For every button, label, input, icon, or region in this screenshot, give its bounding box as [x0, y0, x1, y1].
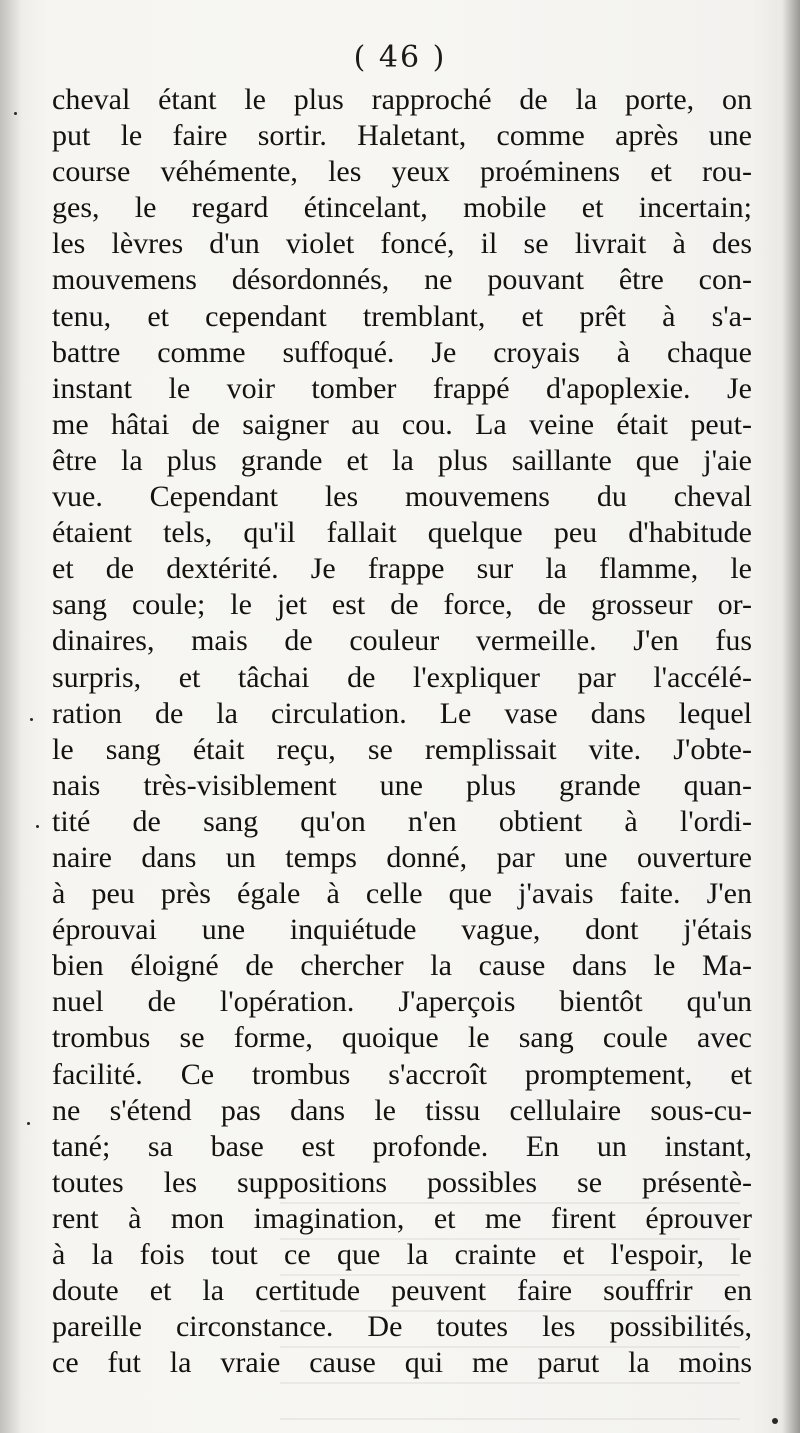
text-line: les lèvres d'un violet foncé, il se livrait à des [52, 227, 752, 261]
text-line: dinaires, mais de couleur vermeille. J'en fus [52, 624, 752, 658]
text-line: tenu, et cependant tremblant, et prêt à s'a- [52, 299, 752, 333]
text-line: ce fut la vraie cause qui me parut la moins [52, 1346, 752, 1380]
text-line: bien éloigné de chercher la cause dans le Ma- [52, 949, 752, 983]
text-line: à peu près égale à celle que j'avais faite. J'en [52, 877, 752, 911]
text-line: être la plus grande et la plus saillante que j'aie [52, 443, 752, 477]
ink-speck [36, 825, 39, 828]
text-line: nuel de l'opération. J'aperçois bientôt qu'un [52, 985, 752, 1019]
text-line: trombus se forme, quoique le sang coule avec [52, 1021, 752, 1055]
text-line: étaient tels, qu'il fallait quelque peu d'habitude [52, 516, 752, 550]
text-line: et de dextérité. Je frappe sur la flamme, le [52, 552, 752, 586]
text-line: instant le voir tomber frappé d'apoplexie. Je [52, 371, 752, 405]
text-line: éprouvai une inquiétude vague, dont j'étais [52, 913, 752, 947]
ink-speck [30, 718, 33, 721]
ink-speck [14, 112, 17, 115]
text-line: nais très-visiblement une plus grande quan- [52, 768, 752, 802]
text-line: ges, le regard étincelant, mobile et incertain; [52, 191, 752, 225]
text-line: doute et la certitude peuvent faire souffrir en [52, 1274, 752, 1308]
ink-speck [27, 1122, 30, 1125]
text-line: naire dans un temps donné, par une ouverture [52, 840, 752, 874]
text-line: tité de sang qu'on n'en obtient à l'ordi- [52, 804, 752, 838]
text-line: cheval étant le plus rapproché de la porte, on [52, 83, 752, 116]
text-line: put le faire sortir. Haletant, comme après une [52, 119, 752, 153]
text-line: mouvemens désordonnés, ne pouvant être con- [52, 263, 752, 297]
body-text [52, 82, 752, 1381]
text-line: à la fois tout ce que la crainte et l'espoir, le [52, 1238, 752, 1271]
page-right-shadow [782, 0, 800, 1433]
text-line: course véhémente, les yeux proéminens et rou- [52, 155, 752, 189]
text-line: sang coule; le jet est de force, de grosseur or- [52, 588, 752, 622]
text-line: le sang était reçu, se remplissait vite. J'obte- [52, 732, 752, 766]
page-left-shadow [0, 0, 22, 1433]
text-line: toutes les suppositions possibles se présentè- [52, 1165, 752, 1199]
text-line: surpris, et tâchai de l'expliquer par l'accélé- [52, 660, 752, 694]
text-line: battre comme suffoqué. Je croyais à chaque [52, 335, 752, 369]
text-line: vue. Cependant les mouvemens du cheval [52, 480, 752, 514]
text-line: ration de la circulation. Le vase dans lequel [52, 696, 752, 730]
text-line: rent à mon imagination, et me firent éprouver [52, 1201, 752, 1235]
text-line: tané; sa base est profonde. En un instant, [52, 1129, 752, 1163]
text-line: facilité. Ce trombus s'accroît promptement, et [52, 1057, 752, 1091]
ink-speck [772, 1418, 778, 1424]
page-number: ( 46 ) [353, 40, 447, 75]
text-line: me hâtai de saigner au cou. La veine était peut- [52, 407, 752, 441]
text-line: ne s'étend pas dans le tissu cellulaire sous-cu- [52, 1093, 752, 1127]
text-line: pareille circonstance. De toutes les possibilités, [52, 1310, 752, 1344]
